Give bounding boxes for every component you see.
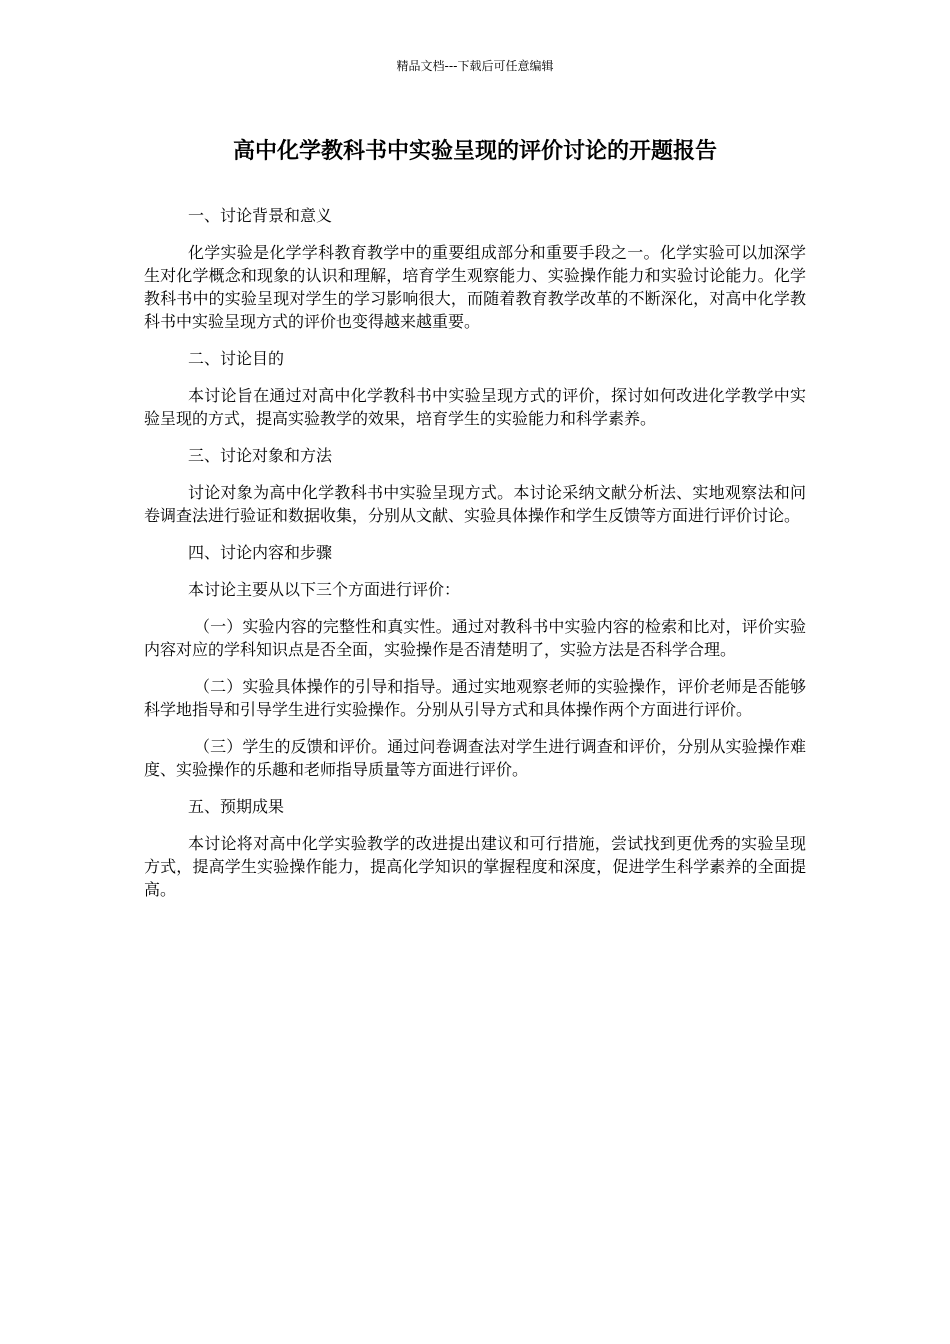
section-subject-method [144, 444, 806, 527]
list-item: （一）实验内容的完整性和真实性。通过对教科书中实验内容的检索和比对，评价实验内容对应的学科知识点是否全面，实验操作是否清楚明了，实验方法是否科学合理。 [144, 617, 806, 659]
section-heading: 四、讨论内容和步骤 [188, 543, 333, 562]
body-paragraph: 本讨论旨在通过对高中化学教科书中实验呈现方式的评价，探讨如何改进化学教学中实验呈现的方式，提高实验教学的效果，培育学生的实验能力和科学素养。 [144, 386, 806, 428]
body-paragraph: 讨论对象为高中化学教科书中实验呈现方式。本讨论采纳文献分析法、实地观察法和问卷调查法进行验证和数据收集，分别从文献、实验具体操作和学生反馈等方面进行评价讨论。 [144, 483, 806, 525]
section-heading: 二、讨论目的 [188, 349, 285, 368]
section-expected-results [144, 795, 806, 901]
document-body [144, 204, 806, 915]
page-header: 精品文档---下载后可任意编辑 [396, 59, 554, 73]
section-content-steps [144, 541, 806, 781]
section-background [144, 204, 806, 333]
section-heading: 一、讨论背景和意义 [188, 206, 333, 225]
body-paragraph: 本讨论主要从以下三个方面进行评价： [188, 580, 461, 599]
list-item: （二）实验具体操作的引导和指导。通过实地观察老师的实验操作，评价老师是否能够科学地指导和引导学生进行实验操作。分别从引导方式和具体操作两个方面进行评价。 [144, 677, 806, 719]
body-paragraph: 本讨论将对高中化学实验教学的改进提出建议和可行措施，尝试找到更优秀的实验呈现方式，提高学生实验操作能力，提高化学知识的掌握程度和深度，促进学生科学素养的全面提高。 [144, 834, 806, 899]
section-heading: 五、预期成果 [188, 797, 285, 816]
page-title: 高中化学教科书中实验呈现的评价讨论的开题报告 [232, 139, 717, 164]
section-purpose [144, 347, 806, 430]
list-item: （三）学生的反馈和评价。通过问卷调查法对学生进行调查和评价，分别从实验操作难度、实验操作的乐趣和老师指导质量等方面进行评价。 [144, 737, 806, 779]
body-paragraph: 化学实验是化学学科教育教学中的重要组成部分和重要手段之一。化学实验可以加深学生对化学概念和现象的认识和理解，培育学生观察能力、实验操作能力和实验讨论能力。化学教科书中的实验呈现对学生的学习影响很大，而随着教育教学改革的不断深化，对高中化学教科书中实验呈现方式的评价也变得越来越重要。 [144, 243, 806, 331]
section-heading: 三、讨论对象和方法 [188, 446, 333, 465]
